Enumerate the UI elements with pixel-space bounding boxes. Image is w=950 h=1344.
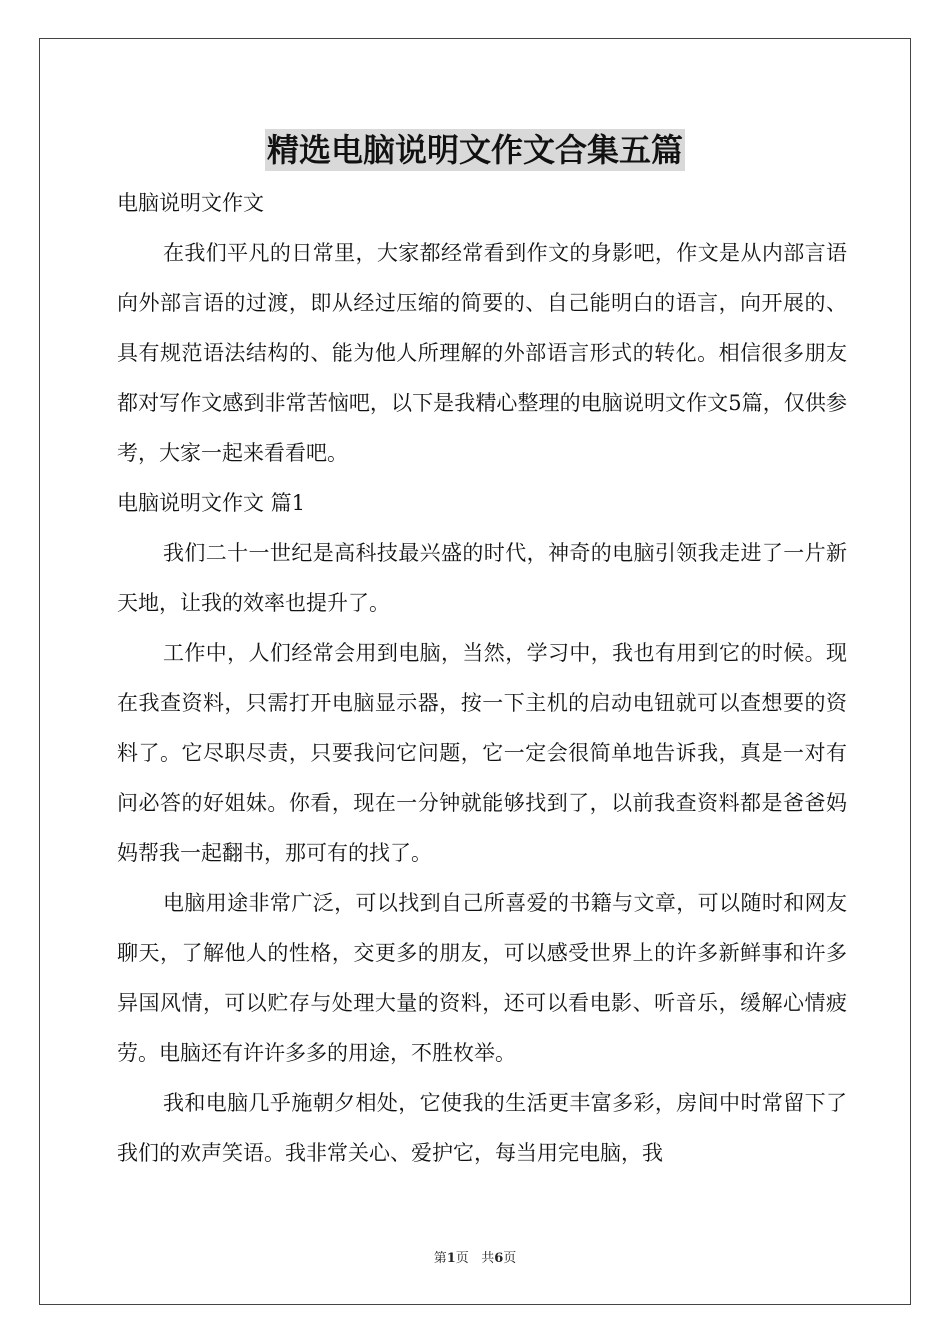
section-heading-intro: 电脑说明文作文: [117, 191, 264, 215]
essay-paragraph: 我们二十一世纪是高科技最兴盛的时代，神奇的电脑引领我走进了一片新天地，让我的效率也提升了。: [117, 541, 847, 615]
page-number: 1: [446, 1251, 456, 1266]
page-prefix: 第: [433, 1251, 447, 1266]
document-body: [117, 178, 847, 1178]
essay-paragraph: 我和电脑几乎施朝夕相处，它使我的生活更丰富多彩，房间中时常留下了我们的欢声笑语。我非常关心、爱护它，每当用完电脑，我: [117, 1091, 847, 1165]
page-footer: [0, 1247, 950, 1266]
essay-paragraph: 工作中，人们经常会用到电脑，当然，学习中，我也有用到它的时候。现在我查资料，只需打开电脑显示器，按一下主机的启动电钮就可以查想要的资料了。它尽职尽责，只要我问它问题，它一定会很简单地告诉我，真是一对有问必答的好姐妹。你看，现在一分钟就能够找到了，以前我查资料都是爸爸妈妈帮我一起翻书，那可有的找了。: [117, 641, 847, 865]
page-suffix: 页: [455, 1251, 469, 1266]
intro-paragraph: 在我们平凡的日常里，大家都经常看到作文的身影吧，作文是从内部言语向外部言语的过渡，即从经过压缩的简要的、自己能明白的语言，向开展的、具有规范语法结构的、能为他人所理解的外部语言形式的转化。相信很多朋友都对写作文感到非常苦恼吧，以下是我精心整理的电脑说明文作文5篇，仅供参考，大家一起来看看吧。: [117, 241, 847, 465]
total-suffix: 页: [503, 1251, 517, 1266]
total-pages: 6: [494, 1251, 504, 1266]
document-title: 精选电脑说明文作文合集五篇: [266, 131, 683, 169]
title-container: [0, 129, 950, 171]
total-prefix: 共: [481, 1251, 495, 1266]
section-heading-essay-1: 电脑说明文作文 篇1: [117, 491, 306, 515]
essay-paragraph: 电脑用途非常广泛，可以找到自己所喜爱的书籍与文章，可以随时和网友聊天，了解他人的性格，交更多的朋友，可以感受世界上的许多新鲜事和许多异国风情，可以贮存与处理大量的资料，还可以看电影、听音乐，缓解心情疲劳。电脑还有许许多多的用途，不胜枚举。: [117, 891, 847, 1065]
